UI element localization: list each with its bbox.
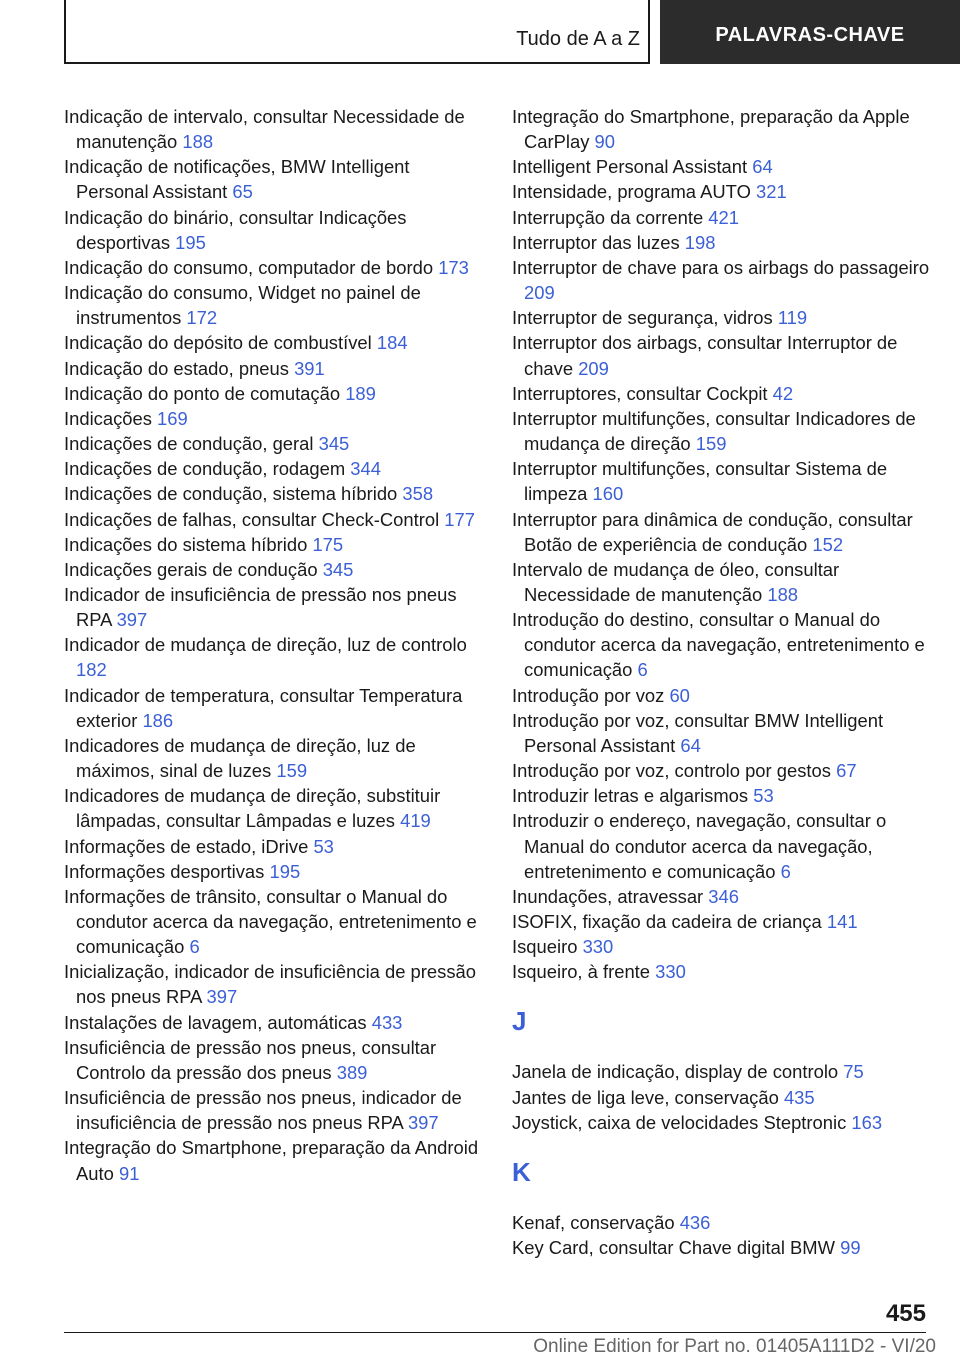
index-entry [512, 1059, 932, 1084]
index-entry-text: Indicação do consumo, computador de bordo [64, 256, 434, 278]
page-reference-link[interactable]: 358 [402, 483, 434, 505]
index-entry [512, 959, 932, 984]
index-entry [512, 909, 932, 934]
index-entry [64, 783, 484, 833]
page-reference-link[interactable]: 53 [313, 835, 334, 857]
page-reference-link[interactable]: 345 [322, 558, 354, 580]
index-entry [512, 683, 932, 708]
index-entry-text: Interruptores, consultar Cockpit [512, 382, 768, 404]
index-entry [64, 406, 484, 431]
page-reference-link[interactable]: 159 [276, 760, 308, 782]
page-reference-link[interactable]: 346 [708, 885, 739, 907]
index-entry [64, 381, 484, 406]
page-reference-link[interactable]: 163 [851, 1111, 883, 1133]
index-entry [512, 1210, 932, 1235]
page-reference-link[interactable]: 397 [116, 609, 148, 631]
page-reference-link[interactable]: 65 [232, 181, 253, 203]
page-reference-link[interactable]: 64 [752, 156, 773, 178]
index-entry [64, 532, 484, 557]
index-entry [64, 683, 484, 733]
index-entry [512, 154, 932, 179]
page-reference-link[interactable]: 159 [695, 433, 727, 455]
index-entry-text: Indicadores de mudança de direção, substituir lâmpadas, consultar Lâmpadas e luzes [64, 785, 441, 832]
index-entry [512, 708, 932, 758]
index-entry [512, 305, 932, 330]
index-entry [64, 557, 484, 582]
index-entry [64, 104, 484, 154]
index-entry-text: Inundações, atravessar [512, 885, 704, 907]
page-reference-link[interactable]: 160 [592, 483, 624, 505]
page-reference-link[interactable]: 389 [336, 1061, 368, 1083]
page-number: 455 [885, 1300, 926, 1327]
index-entry-text: Jantes de liga leve, conservação [512, 1086, 779, 1108]
header-left-rule [64, 0, 66, 64]
page-reference-link[interactable]: 397 [407, 1112, 439, 1134]
index-entry-text: Joystick, caixa de velocidades Steptronic [512, 1111, 847, 1133]
page-reference-link[interactable]: 198 [684, 231, 716, 253]
index-entry [512, 1110, 932, 1135]
chapter-tab: PALAVRAS-CHAVE [660, 0, 960, 64]
index-entry-text: Indicações do sistema híbrido [64, 533, 308, 555]
page-reference-link[interactable]: 91 [118, 1162, 140, 1184]
index-entry [512, 381, 932, 406]
section-title: Tudo de A a Z [516, 28, 640, 50]
page-reference-link[interactable]: 419 [400, 810, 431, 832]
index-entry [64, 255, 484, 280]
index-group-j [512, 1059, 932, 1134]
page-reference-link[interactable]: 60 [669, 684, 690, 706]
index-entry-text: Isqueiro [512, 936, 578, 958]
index-entry-text: Indicação de notificações, BMW Intelligent Personal Assistant [64, 156, 410, 203]
page-reference-link[interactable]: 175 [312, 533, 344, 555]
index-group-i [512, 104, 932, 984]
page-reference-link[interactable]: 64 [680, 734, 701, 756]
index-entry-text: ISOFIX, fixação da cadeira de criança [512, 911, 822, 932]
index-entry-text: Indicadores de mudança de direção, luz de máximos, sinal de luzes [64, 734, 416, 782]
page-reference-link[interactable]: 99 [840, 1237, 861, 1259]
index-entry-text: Isqueiro, à frente [512, 961, 651, 983]
index-entry-text: Indicação de intervalo, consultar Necessidade de manutenção [64, 106, 465, 153]
index-entry [64, 834, 484, 859]
page-reference-link[interactable]: 345 [318, 433, 350, 455]
index-entry-text: Indicação do ponto de comutação [64, 382, 341, 404]
page-reference-link[interactable]: 119 [777, 307, 808, 329]
index-entry-text: Intervalo de mudança de óleo, consultar Necessidade de manutenção [512, 558, 840, 605]
index-entry-text: Indicador de temperatura, consultar Temperatura exterior [64, 684, 463, 731]
index-entry [512, 330, 932, 380]
index-entry-text: Indicador de insuficiência de pressão nos pneus RPA [64, 583, 457, 631]
index-entry [64, 733, 484, 783]
index-entry-text: Integração do Smartphone, preparação da Apple CarPlay [512, 106, 910, 153]
index-entry-text: Informações desportivas [64, 860, 265, 882]
index-entry [512, 607, 932, 682]
page-reference-link[interactable]: 141 [826, 911, 858, 932]
index-entry-text: Insuficiência de pressão nos pneus, indicador de insuficiência de pressão nos pneus RPA [64, 1087, 462, 1134]
index-entry-text: Indicação do consumo, Widget no painel de instrumentos [64, 282, 421, 329]
index-entry-text: Indicador de mudança de direção, luz de controlo [64, 634, 467, 656]
index-entry-text: Interruptor multifunções, consultar Sistema de limpeza [512, 458, 888, 505]
page-reference-link[interactable]: 188 [767, 583, 799, 605]
index-entry [64, 1085, 484, 1135]
page-reference-link[interactable]: 421 [708, 206, 739, 228]
index-entry-text: Interruptor para dinâmica de condução, consultar Botão de experiência de condução [512, 508, 913, 555]
index-entry [512, 884, 932, 909]
index-entry [512, 456, 932, 506]
index-entry [64, 481, 484, 506]
page-reference-link[interactable]: 6 [189, 936, 200, 958]
index-group-k [512, 1210, 932, 1260]
index-entry [64, 330, 484, 355]
header-separator [648, 0, 650, 64]
index-entry-text: Introdução por voz, controlo por gestos [512, 760, 831, 782]
page-reference-link[interactable]: 344 [350, 458, 381, 480]
index-entry-text: Introdução do destino, consultar o Manual do condutor acerca da navegação, entretenimento e comunicação [512, 609, 925, 681]
index-entry-text: Introdução por voz [512, 684, 665, 706]
index-entry [64, 1035, 484, 1085]
index-entry-text: Indicação do binário, consultar Indicações desportivas [64, 206, 407, 253]
page-reference-link[interactable]: 188 [182, 131, 214, 153]
page-reference-link[interactable]: 391 [294, 357, 325, 379]
index-entry-text: Interruptor dos airbags, consultar Interruptor de chave [512, 332, 898, 379]
index-entry [64, 356, 484, 381]
page-reference-link[interactable]: 172 [186, 307, 218, 329]
index-entry-text: Intensidade, programa AUTO [512, 181, 751, 203]
index-entry [64, 205, 484, 255]
page-reference-link[interactable]: 189 [345, 382, 376, 404]
index-entry [64, 632, 484, 682]
index-entry [512, 1235, 932, 1260]
page-reference-link[interactable]: 435 [783, 1086, 815, 1108]
index-entry [64, 1010, 484, 1035]
index-entry-text: Intelligent Personal Assistant [512, 156, 748, 178]
index-entry [512, 507, 932, 557]
index-column-right [512, 104, 932, 1260]
page-reference-link[interactable]: 6 [780, 860, 791, 882]
index-entry [64, 1135, 484, 1185]
index-entry-text: Key Card, consultar Chave digital BMW [512, 1237, 835, 1259]
index-entry-text: Insuficiência de pressão nos pneus, consultar Controlo da pressão dos pneus [64, 1036, 437, 1083]
header-bottom-rule [64, 62, 650, 64]
index-entry [64, 507, 484, 532]
page-reference-link[interactable]: 195 [269, 860, 301, 882]
index-entry-text: Indicação do estado, pneus [64, 357, 289, 379]
index-entry [512, 934, 932, 959]
index-entry-text: Indicações de condução, geral [64, 433, 314, 455]
page-reference-link[interactable]: 67 [836, 760, 857, 782]
index-entry [64, 431, 484, 456]
index-entry [512, 205, 932, 230]
index-entry-text: Informações de trânsito, consultar o Manual do condutor acerca da navegação, entretenimento e comunicação [64, 885, 477, 958]
index-entry [64, 280, 484, 330]
letter-heading-k: K [512, 1156, 531, 1187]
page-reference-link[interactable]: 436 [679, 1211, 711, 1233]
index-entry-text: Instalações de lavagem, automáticas [64, 1011, 367, 1033]
index-entry-text: Introdução por voz, consultar BMW Intelligent Personal Assistant [512, 709, 884, 756]
index-entry-text: Interruptor de chave para os airbags do passageiro [512, 256, 930, 278]
page-reference-link[interactable]: 209 [578, 357, 609, 379]
index-entry [64, 884, 484, 959]
letter-heading-j: J [512, 1006, 527, 1037]
index-entry [512, 179, 932, 204]
index-entry-text: Indicações gerais de condução [64, 558, 318, 580]
index-entry [64, 154, 484, 204]
index-entry [64, 582, 484, 632]
index-entry [512, 758, 932, 783]
index-entry-text: Indicações de falhas, consultar Check-Control [64, 508, 440, 530]
index-entry-text: Interruptor de segurança, vidros [512, 307, 773, 329]
page-reference-link[interactable]: 6 [637, 659, 648, 681]
page-reference-link[interactable]: 75 [843, 1061, 864, 1083]
footer-rule [64, 1332, 926, 1333]
page-reference-link[interactable]: 195 [175, 231, 206, 253]
index-entry-text: Interruptor das luzes [512, 231, 680, 253]
index-entry [512, 104, 932, 154]
index-entry-text: Introduzir o endereço, navegação, consultar o Manual do condutor acerca da navegação, entretenimento e comunicação [512, 810, 887, 882]
page-reference-link[interactable]: 90 [594, 131, 616, 153]
index-entry [512, 557, 932, 607]
page-reference-link[interactable]: 177 [444, 508, 475, 530]
page-reference-link[interactable]: 397 [206, 986, 238, 1008]
index-entry [512, 783, 932, 808]
edition-note: Online Edition for Part no. 01405A111D2 - VI/20 [533, 1336, 936, 1357]
page-reference-link[interactable]: 321 [756, 181, 787, 203]
index-entry [64, 859, 484, 884]
index-entry-text: Indicação do depósito de combustível [64, 332, 372, 354]
page-reference-link[interactable]: 53 [753, 785, 774, 807]
page-reference-link[interactable]: 173 [438, 256, 469, 278]
index-entry-text: Indicações [64, 407, 152, 429]
index-entry-text: Janela de indicação, display de controlo [512, 1061, 839, 1083]
index-entry-text: Interruptor multifunções, consultar Indicadores de mudança de direção [512, 407, 916, 455]
index-entry [512, 406, 932, 456]
page-reference-link[interactable]: 433 [371, 1011, 403, 1033]
page-reference-link[interactable]: 186 [142, 709, 174, 731]
index-entry-text: Interrupção da corrente [512, 206, 704, 228]
index-entry [512, 230, 932, 255]
page-reference-link[interactable]: 184 [376, 332, 408, 354]
index-entry-text: Indicações de condução, rodagem [64, 458, 346, 480]
index-entry-text: Integração do Smartphone, preparação da Android Auto [64, 1137, 479, 1184]
index-entry-text: Introduzir letras e algarismos [512, 785, 749, 807]
index-column-left [64, 104, 484, 1186]
index-entry [512, 255, 932, 305]
page-reference-link[interactable]: 330 [582, 936, 614, 958]
page-reference-link[interactable]: 182 [76, 659, 107, 681]
page-reference-link[interactable]: 169 [157, 407, 188, 429]
page-reference-link[interactable]: 152 [812, 533, 844, 555]
page-reference-link[interactable]: 42 [772, 382, 794, 404]
index-entry [64, 456, 484, 481]
index-entry-text: Indicações de condução, sistema híbrido [64, 483, 398, 505]
index-entry [512, 1085, 932, 1110]
index-entry-text: Informações de estado, iDrive [64, 835, 309, 857]
index-entry [512, 808, 932, 883]
index-entry-text: Kenaf, conservação [512, 1211, 675, 1233]
index-entry [64, 959, 484, 1009]
index-entry-text: Inicialização, indicador de insuficiência de pressão nos pneus RPA [64, 961, 476, 1008]
page-reference-link[interactable]: 209 [524, 282, 555, 304]
page-reference-link[interactable]: 330 [655, 961, 686, 983]
